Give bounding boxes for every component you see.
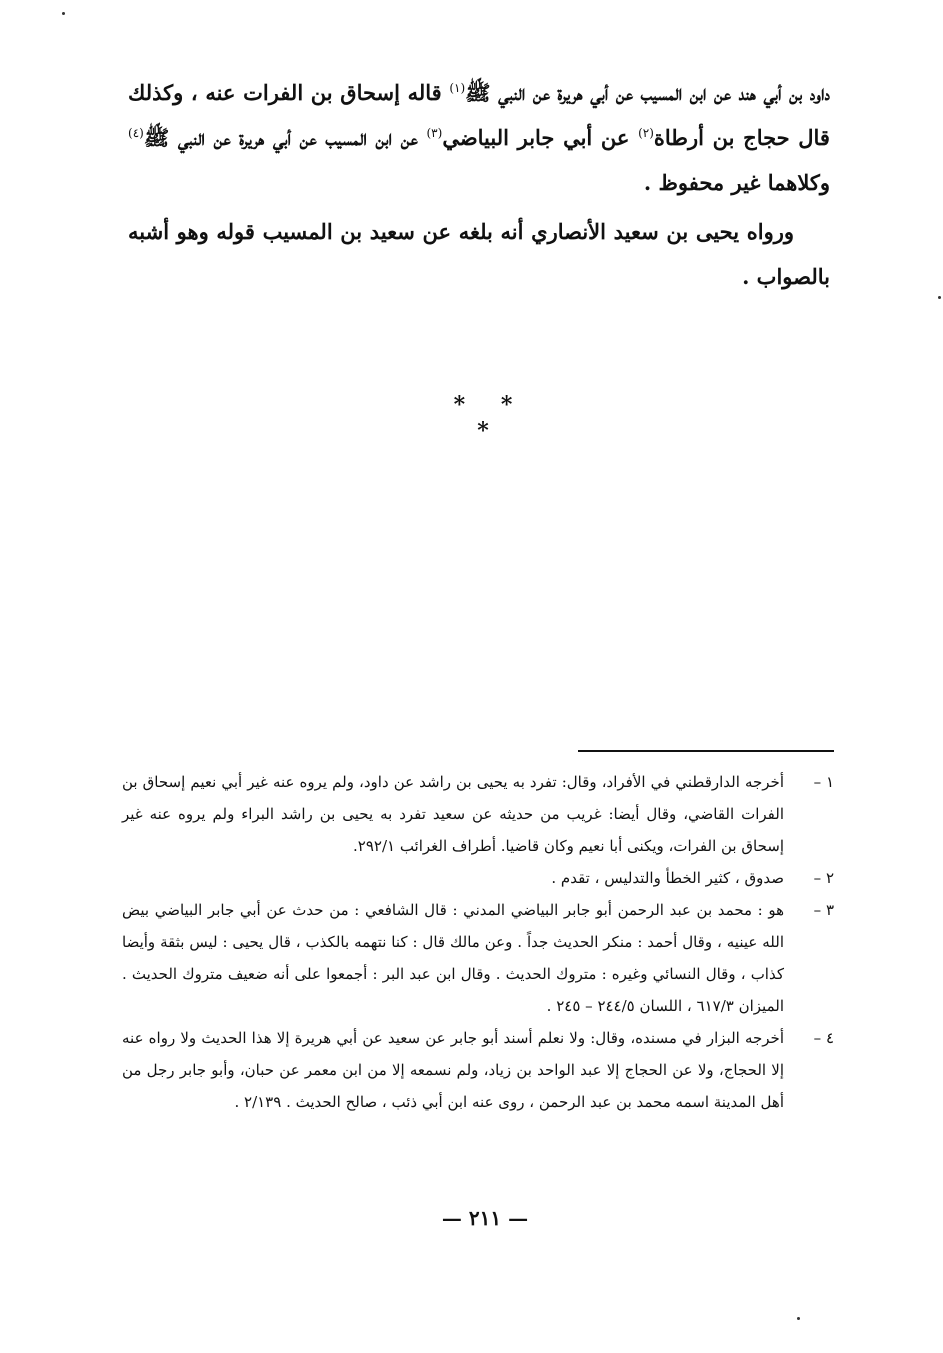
footnote-ref-4: (٤) [128,126,144,140]
footnote-number: ٣ – [813,901,834,919]
text-segment: قاله إسحاق بن الفرات عنه ، وكذلك قال حجاج بن أرطاة [128,80,830,150]
text-segment: داود بن أبي هند عن ابن المسيب عن أبي هريرة عن النبي ﷺ [465,80,830,105]
footnote-number: ٤ – [813,1029,834,1047]
footnote-text: صدوق ، كثير الخطأ والتدليس ، تقدم . [551,869,784,887]
footnote-text: هو : محمد بن عبد الرحمن أبو جابر البياضي المدني : قال الشافعي : من حدث عن أبي جابر البياضي بيض الله عينيه ، وقال أحمد : منكر الحديث جداً . وعن مالك قال : كنا نتهمه بالكذب ، قال يحيى : ليس بثقة وأيضا كذاب ، وقال النسائي وغيره : متروك الحديث . وقال ابن عبد البر : أجمعوا على أنه ضعيف متروك الحديث . الميزان ٦١٧/٣ ، اللسان ٢٤٤/٥ – ٢٤٥ . [122,901,784,1015]
paragraph-2: ورواه يحيى بن سعيد الأنصاري أنه بلغه عن سعيد بن المسيب قوله وهو أشبه بالصواب . [128,219,830,289]
footnote-4 [122,1022,834,1118]
section-separator: * * * [453,392,527,444]
main-text [128,70,830,303]
footnote-ref-2: (٢) [638,126,654,140]
footnotes [122,766,834,1118]
footnote-1 [122,766,834,862]
footnote-ref-1: (١) [449,81,466,95]
footnote-ref-3: (٣) [426,126,443,140]
text-segment: عن أبي جابر البياضي [442,125,639,150]
footnote-rule [578,750,834,752]
footnote-number: ١ – [813,773,834,791]
paragraph-1 [128,70,830,205]
footnote-number: ٢ – [813,869,834,887]
scan-speck [62,12,65,15]
text-segment: وكلاهما غير محفوظ . [643,170,830,195]
scan-speck [797,1317,800,1320]
footnote-2 [122,862,834,894]
footnote-3 [122,894,834,1022]
page-number: — ٢١١ — [441,1206,529,1230]
footnote-text: أخرجه البزار في مسنده، وقال: ولا نعلم أسند أبو جابر عن سعيد عن أبي هريرة إلا هذا الحديث ولا رواه عنه إلا الحجاج، ولا عن الحجاج إلا عبد الواحد بن زياد، ولم نسمعه إلا من ابن معمر عن حبان، وأبو جابر رجل من أهل المدينة اسمه محمد بن عبد الرحمن ، روى عنه ابن أبي ذئب ، صالح الحديث . ٢/١٣٩ . [122,1029,784,1111]
scan-speck [938,296,941,299]
text-segment: عن ابن المسيب عن أبي هريرة عن النبي ﷺ [143,125,427,150]
footnote-text: أخرجه الدارقطني في الأفراد، وقال: تفرد به يحيى بن راشد عن داود، ولم يروه عنه غير أبي نعيم إسحاق بن الفرات القاضي، وقال أيضا: غريب من حديثه عن سعيد تفرد به يحيى بن راشد البراء ولم يروه عنه غير إسحاق بن الفرات، ويكنى أبا نعيم وكان قاضيا. أطراف الغرائب ٢٩٢/١. [122,773,784,855]
